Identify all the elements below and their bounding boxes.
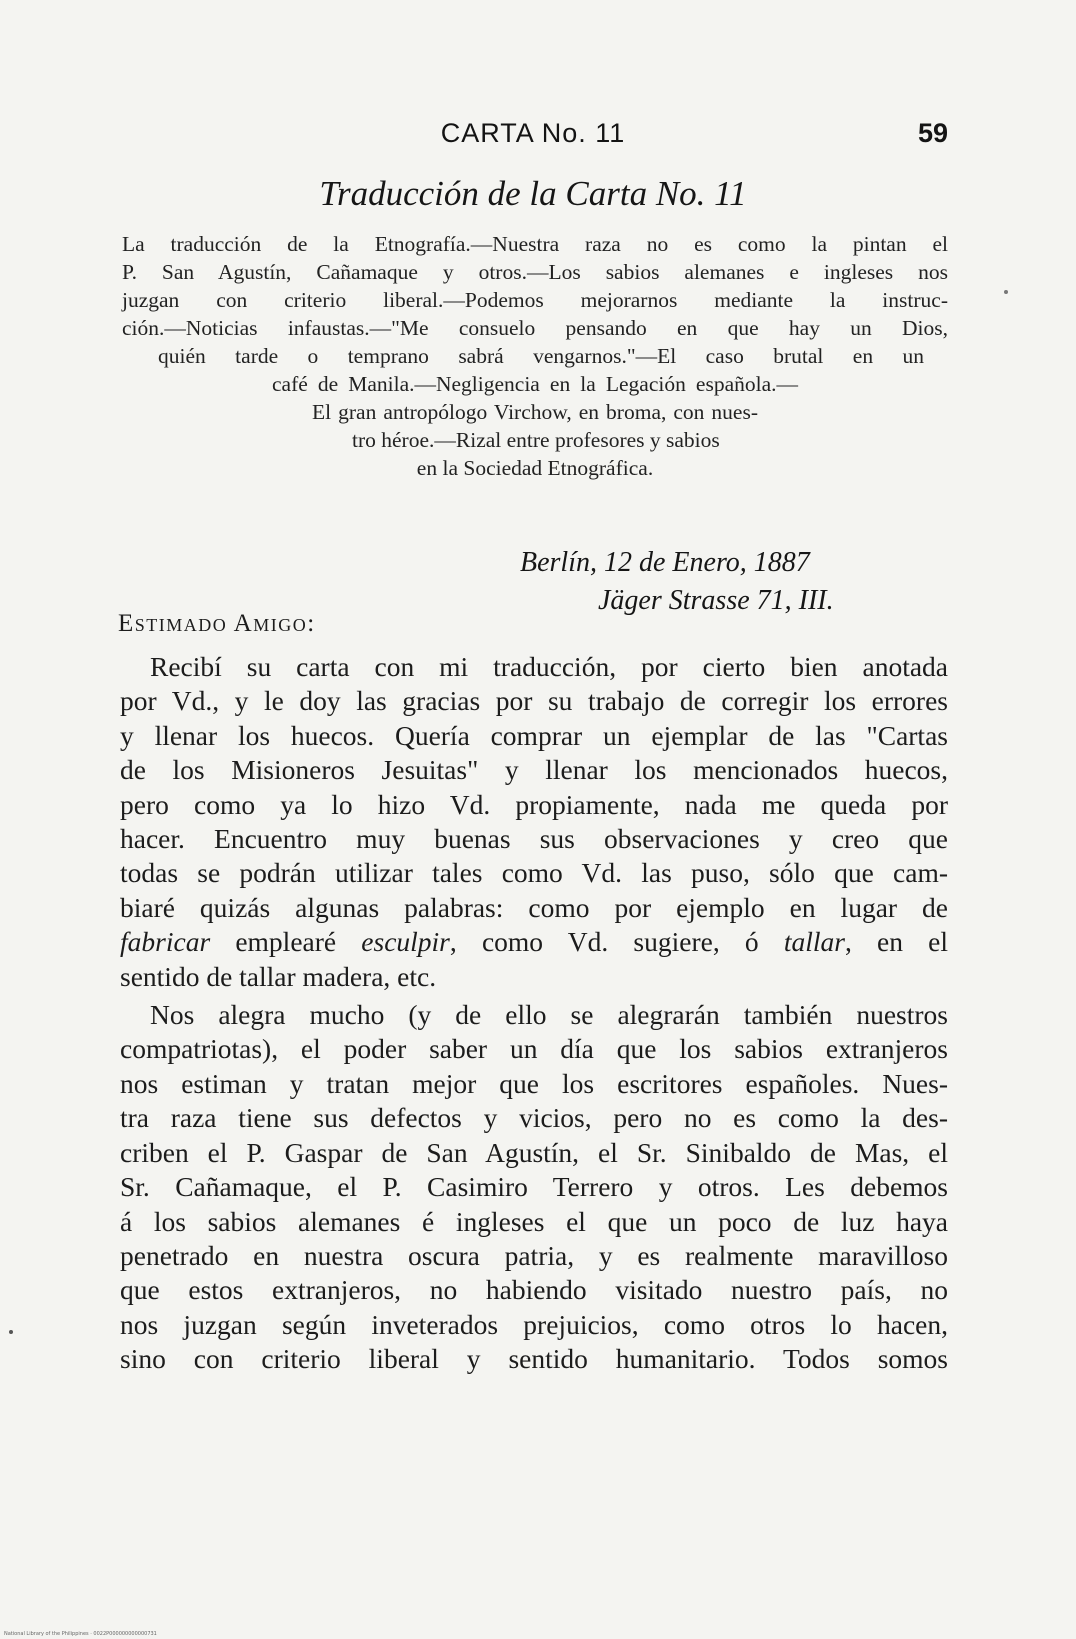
dateline-address: Jäger Strasse 71, III. bbox=[598, 585, 834, 616]
summary-line: quién tarde o temprano sabrá vengarnos."—El caso brutal en un bbox=[158, 344, 924, 368]
page-number: 59 bbox=[917, 118, 948, 148]
text-run: , en el bbox=[844, 926, 949, 958]
scan-speck bbox=[1004, 290, 1008, 294]
library-watermark: National Library of the Philippines · 0022P000000000000731 bbox=[4, 1631, 157, 1637]
paragraph-line: penetrado en nuestra oscura patria, y es realmente maravilloso bbox=[120, 1239, 948, 1271]
chapter-summary bbox=[122, 230, 948, 482]
italic-word-tallar: tallar bbox=[783, 926, 845, 958]
paragraph-line: Sr. Cañamaque, el P. Casimiro Terrero y otros. Les debemos bbox=[120, 1171, 948, 1203]
summary-line: café de Manila.—Negligencia en la Legación española.— bbox=[272, 372, 798, 396]
summary-line: ción.—Noticias infaustas.—"Me consuelo pensando en que hay un Dios, bbox=[122, 316, 948, 340]
summary-line: P. San Agustín, Cañamaque y otros.—Los sabios alemanes e ingleses nos bbox=[122, 260, 948, 284]
dateline bbox=[520, 544, 940, 620]
text-run: emplearé bbox=[210, 926, 362, 958]
paragraph-line: criben el P. Gaspar de San Agustín, el Sr. Sinibaldo de Mas, el bbox=[120, 1136, 948, 1168]
paragraph-line: por Vd., y le doy las gracias por su trabajo de corregir los errores bbox=[120, 685, 948, 717]
text-run: , como Vd. sugiere, ó bbox=[449, 926, 784, 958]
summary-line: tro héroe.—Rizal entre profesores y sabios bbox=[352, 428, 720, 452]
salutation-text: Estimado Amigo: bbox=[118, 610, 316, 637]
letter-body bbox=[120, 650, 948, 1377]
summary-line: El gran antropólogo Virchow, en broma, con nues- bbox=[312, 400, 758, 424]
paragraph-line: Nos alegra mucho (y de ello se alegrarán también nuestros bbox=[150, 999, 948, 1031]
paragraph-line: que estos extranjeros, no habiendo visitado nuestro país, no bbox=[120, 1274, 948, 1306]
paragraph-line: nos estiman y tratan mejor que los escritores españoles. Nues- bbox=[120, 1067, 948, 1099]
paragraph-line: biaré quizás algunas palabras: como por ejemplo en lugar de bbox=[120, 891, 948, 923]
salutation bbox=[118, 610, 316, 638]
italic-word-esculpir: esculpir bbox=[361, 926, 450, 958]
scan-speck bbox=[9, 1330, 13, 1334]
paragraph-line: todas se podrán utilizar tales como Vd. las puso, sólo que cam- bbox=[120, 857, 948, 889]
running-header bbox=[118, 118, 948, 154]
paragraph-line: compatriotas), el poder saber un día que los sabios extranjeros bbox=[120, 1033, 948, 1065]
paragraph-line: Recibí su carta con mi traducción, por cierto bien anotada bbox=[150, 651, 948, 682]
paragraph-line: á los sabios alemanes é ingleses el que un poco de luz haya bbox=[120, 1205, 948, 1237]
paragraph-line: y llenar los huecos. Quería comprar un ejemplar de las "Cartas bbox=[120, 719, 948, 751]
dateline-place-date: Berlín, 12 de Enero, 1887 bbox=[520, 547, 810, 578]
paragraph-line: de los Misioneros Jesuitas" y llenar los mencionados huecos, bbox=[120, 754, 948, 786]
italic-word-fabricar: fabricar bbox=[120, 926, 211, 958]
summary-line: La traducción de la Etnografía.—Nuestra raza no es como la pintan el bbox=[122, 232, 948, 256]
paragraph-line: hacer. Encuentro muy buenas sus observaciones y creo que bbox=[120, 823, 948, 855]
section-title: Traducción de la Carta No. 11 bbox=[319, 174, 747, 213]
running-header-title: CARTA No. 11 bbox=[440, 118, 626, 148]
paragraph-line: tra raza tiene sus defectos y vicios, pero no es como la des- bbox=[120, 1102, 948, 1134]
summary-line: juzgan con criterio liberal.—Podemos mejorarnos mediante la instruc- bbox=[122, 288, 948, 312]
paragraph-line: nos juzgan según inveterados prejuicios, como otros lo hacen, bbox=[120, 1308, 948, 1340]
paragraph-line bbox=[120, 925, 948, 959]
paragraph-line: pero como ya lo hizo Vd. propiamente, nada me queda por bbox=[120, 788, 948, 820]
paragraph-line: sentido de tallar madera, etc. bbox=[120, 960, 437, 992]
paragraph-line: sino con criterio liberal y sentido humanitario. Todos somos bbox=[120, 1343, 948, 1375]
summary-line: en la Sociedad Etnográfica. bbox=[416, 456, 654, 480]
